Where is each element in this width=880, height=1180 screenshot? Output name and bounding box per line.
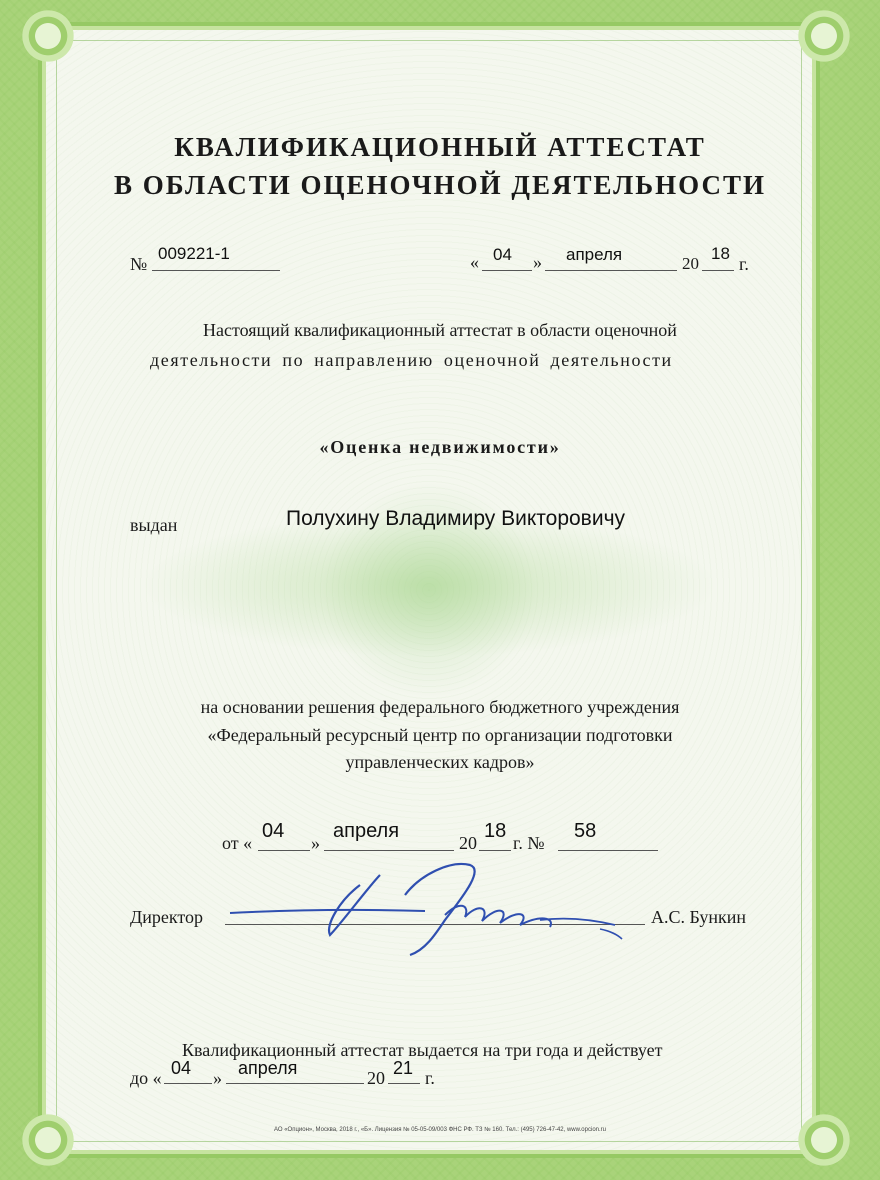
title-line-2: В ОБЛАСТИ ОЦЕНОЧНОЙ ДЕЯТЕЛЬНОСТИ bbox=[114, 170, 766, 200]
certificate-number: 009221-1 bbox=[158, 244, 230, 263]
basis-line-3: управленческих кадров» bbox=[345, 752, 535, 772]
decision-year: 18 bbox=[484, 820, 507, 842]
validity-year: 21 bbox=[393, 1058, 414, 1078]
decision-day: 04 bbox=[262, 820, 285, 842]
decision-day-underline bbox=[258, 850, 310, 851]
corner-ornament-icon bbox=[794, 1110, 854, 1170]
corner-ornament-icon bbox=[18, 1110, 78, 1170]
validity-year-underline bbox=[388, 1083, 420, 1084]
decision-month: апреля bbox=[333, 820, 400, 842]
issue-year: 18 bbox=[711, 244, 730, 263]
validity-day-underline bbox=[164, 1083, 212, 1084]
direction-title: «Оценка недвижимости» bbox=[319, 437, 561, 457]
validity-month: апреля bbox=[238, 1058, 298, 1078]
issue-day-underline bbox=[482, 270, 532, 271]
decision-month-underline bbox=[324, 850, 454, 851]
validity-line-1: Квалификационный аттестат выдается на три года и действует bbox=[182, 1040, 663, 1060]
decision-number-label: г. № bbox=[513, 833, 545, 853]
decision-number: 58 bbox=[574, 820, 597, 842]
validity-close-quote: » bbox=[213, 1068, 222, 1088]
decision-century: 20 bbox=[459, 833, 477, 853]
issue-month-underline bbox=[545, 270, 677, 271]
issue-day: 04 bbox=[493, 245, 512, 264]
validity-century: 20 bbox=[367, 1068, 385, 1088]
signature-role: Директор bbox=[130, 907, 204, 927]
decision-from-label: от « bbox=[222, 833, 253, 853]
corner-ornament-icon bbox=[794, 6, 854, 66]
basis-line-1: на основании решения федерального бюджетного учреждения bbox=[200, 697, 680, 717]
issue-date-close-quote: » bbox=[533, 252, 542, 272]
handwritten-signature-icon bbox=[220, 855, 640, 970]
decision-year-underline bbox=[479, 850, 511, 851]
number-prefix: № bbox=[130, 254, 148, 274]
issue-date-open-quote: « bbox=[470, 252, 479, 272]
body-line-1: Настоящий квалификационный аттестат в области оценочной bbox=[203, 320, 677, 340]
basis-line-2: «Федеральный ресурсный центр по организации подготовки bbox=[207, 725, 673, 745]
issue-month: апреля bbox=[566, 245, 623, 264]
issue-year-underline bbox=[702, 270, 734, 271]
issue-year-suffix: г. bbox=[739, 254, 749, 274]
validity-day: 04 bbox=[171, 1058, 192, 1078]
recipient-name: Полухину Владимиру Викторовичу bbox=[286, 507, 626, 530]
number-underline bbox=[152, 270, 280, 271]
validity-until-label: до « bbox=[130, 1068, 162, 1088]
decision-close-quote: » bbox=[311, 833, 320, 853]
corner-ornament-icon bbox=[18, 6, 78, 66]
issue-century: 20 bbox=[682, 254, 699, 273]
decision-number-underline bbox=[558, 850, 658, 851]
issued-label: выдан bbox=[130, 515, 178, 535]
printer-imprint: АО «Опцион», Москва, 2018 г., «Б». Лицензия № 05-05-09/003 ФНС РФ. ТЗ № 160. Тел.: (495) 726-47-42, www.opcion.ru bbox=[273, 1127, 606, 1133]
validity-year-suffix: г. bbox=[425, 1068, 435, 1088]
body-line-2: деятельности по направлению оценочной деятельности bbox=[150, 350, 673, 370]
validity-month-underline bbox=[226, 1083, 364, 1084]
signatory-name: А.С. Бункин bbox=[651, 907, 747, 927]
title-line-1: КВАЛИФИКАЦИОННЫЙ АТТЕСТАТ bbox=[174, 132, 706, 162]
